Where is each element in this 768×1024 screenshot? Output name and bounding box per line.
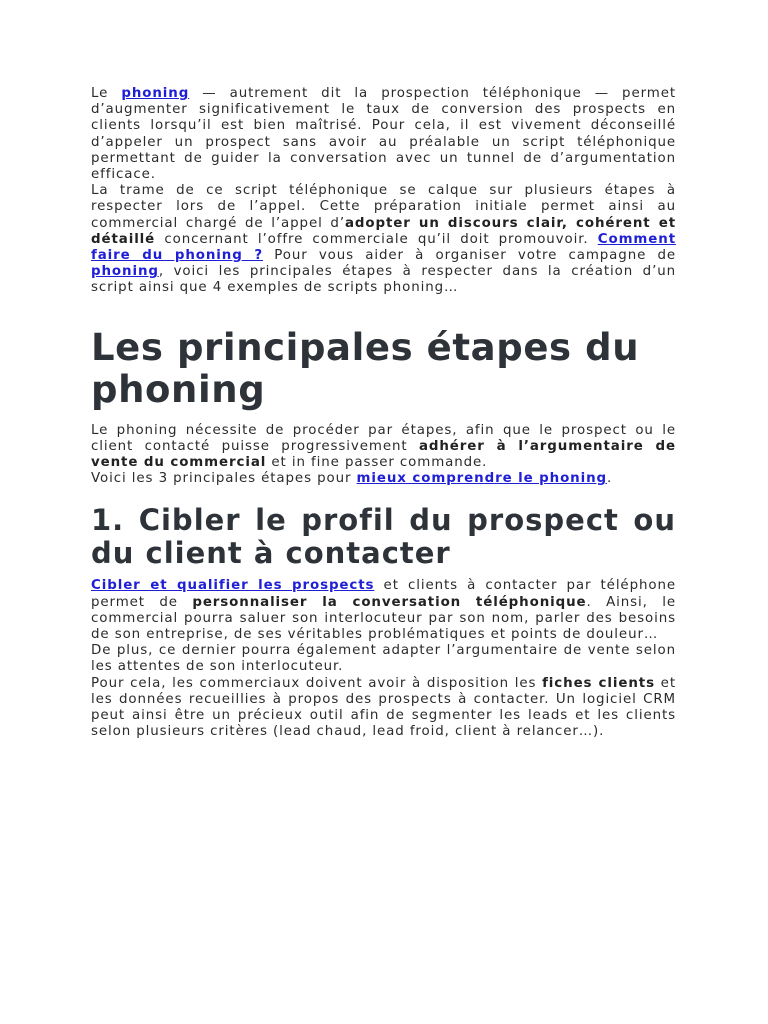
- phoning-link-2[interactable]: phoning: [91, 264, 159, 280]
- text-span: , voici les principales étapes à respecter dans la création d’un script ainsi que 4 exemples de scripts phoning…: [91, 264, 676, 296]
- bold-text: adopter un discours clair, cohérent et détaillé: [91, 215, 676, 247]
- text-span: Voici les 3 principales étapes pour: [91, 471, 357, 487]
- text-span: et in fine passer commande.: [266, 455, 488, 471]
- intro-paragraph-2: [91, 183, 676, 296]
- bold-text: personnaliser la conversation téléphonique: [192, 594, 587, 610]
- text-span: Pour cela, les commerciaux doivent avoir à disposition les: [91, 675, 543, 691]
- section2-paragraph-1: [91, 578, 676, 643]
- section-heading-cibler-profil: 1. Cibler le profil du prospect ou du client à contacter: [91, 503, 676, 571]
- section2-paragraph-3: [91, 676, 676, 741]
- cibler-qualifier-prospects-link[interactable]: Cibler et qualifier les prospects: [91, 578, 375, 594]
- text-span: et clients à contacter par téléphone permet de: [91, 578, 676, 610]
- text-span: Le phoning nécessite de procéder par étapes, afin que le prospect ou le client contacté puisse progressivement: [91, 422, 676, 454]
- text-span: et les données recueillies à propos des prospects à contacter. Un logiciel CRM peut ainsi être un précieux outil afin de segmenter les leads et les clients selon plusieurs critères (lead chaud, lead froid, client à relancer…).: [91, 675, 676, 740]
- text-span: concernant l’offre commerciale qu’il doit promouvoir.: [155, 231, 598, 247]
- mieux-comprendre-phoning-link[interactable]: mieux comprendre le phoning: [356, 471, 608, 487]
- document-page: [91, 86, 676, 740]
- text-span: — autrement dit la prospection téléphonique — permet d’augmenter significativement le taux de conversion des prospects en clients lorsqu’il est bien maîtrisé. Pour cela, il est vivement déconseillé d’appeler un prospect sans avoir au préalable un script téléphonique permettant de guider la conversation avec un tunnel de d’argumentation efficace.: [91, 86, 676, 183]
- bold-text: fiches clients: [542, 675, 655, 691]
- phoning-link[interactable]: phoning: [121, 86, 190, 101]
- section2-paragraph-2: De plus, ce dernier pourra également adapter l’argumentaire de vente selon les attentes de son interlocuteur.: [91, 643, 676, 675]
- text-span: Pour vous aider à organiser votre campagne de: [263, 248, 676, 264]
- intro-paragraph-1: [91, 86, 676, 183]
- text-span: . Ainsi, le commercial pourra saluer son interlocuteur par son nom, parler des besoins de son entreprise, de ses véritables problématiques et points de douleur…: [91, 594, 677, 643]
- section1-paragraph-1: [91, 423, 676, 472]
- bold-text: adhérer à l’argumentaire de vente du commercial: [91, 438, 676, 471]
- section1-paragraph-2: [91, 471, 676, 487]
- text-span: Le: [91, 86, 122, 101]
- section-heading-principales-etapes: Les principales étapes du phoning: [91, 325, 640, 411]
- comment-faire-phoning-link[interactable]: Comment faire du phoning ?: [91, 231, 676, 264]
- text-span: .: [607, 471, 613, 487]
- text-span: La trame de ce script téléphonique se calque sur plusieurs étapes à respecter lors de l’appel. Cette préparation initiale permet ainsi au commercial chargé de l’appel d’: [91, 183, 676, 231]
